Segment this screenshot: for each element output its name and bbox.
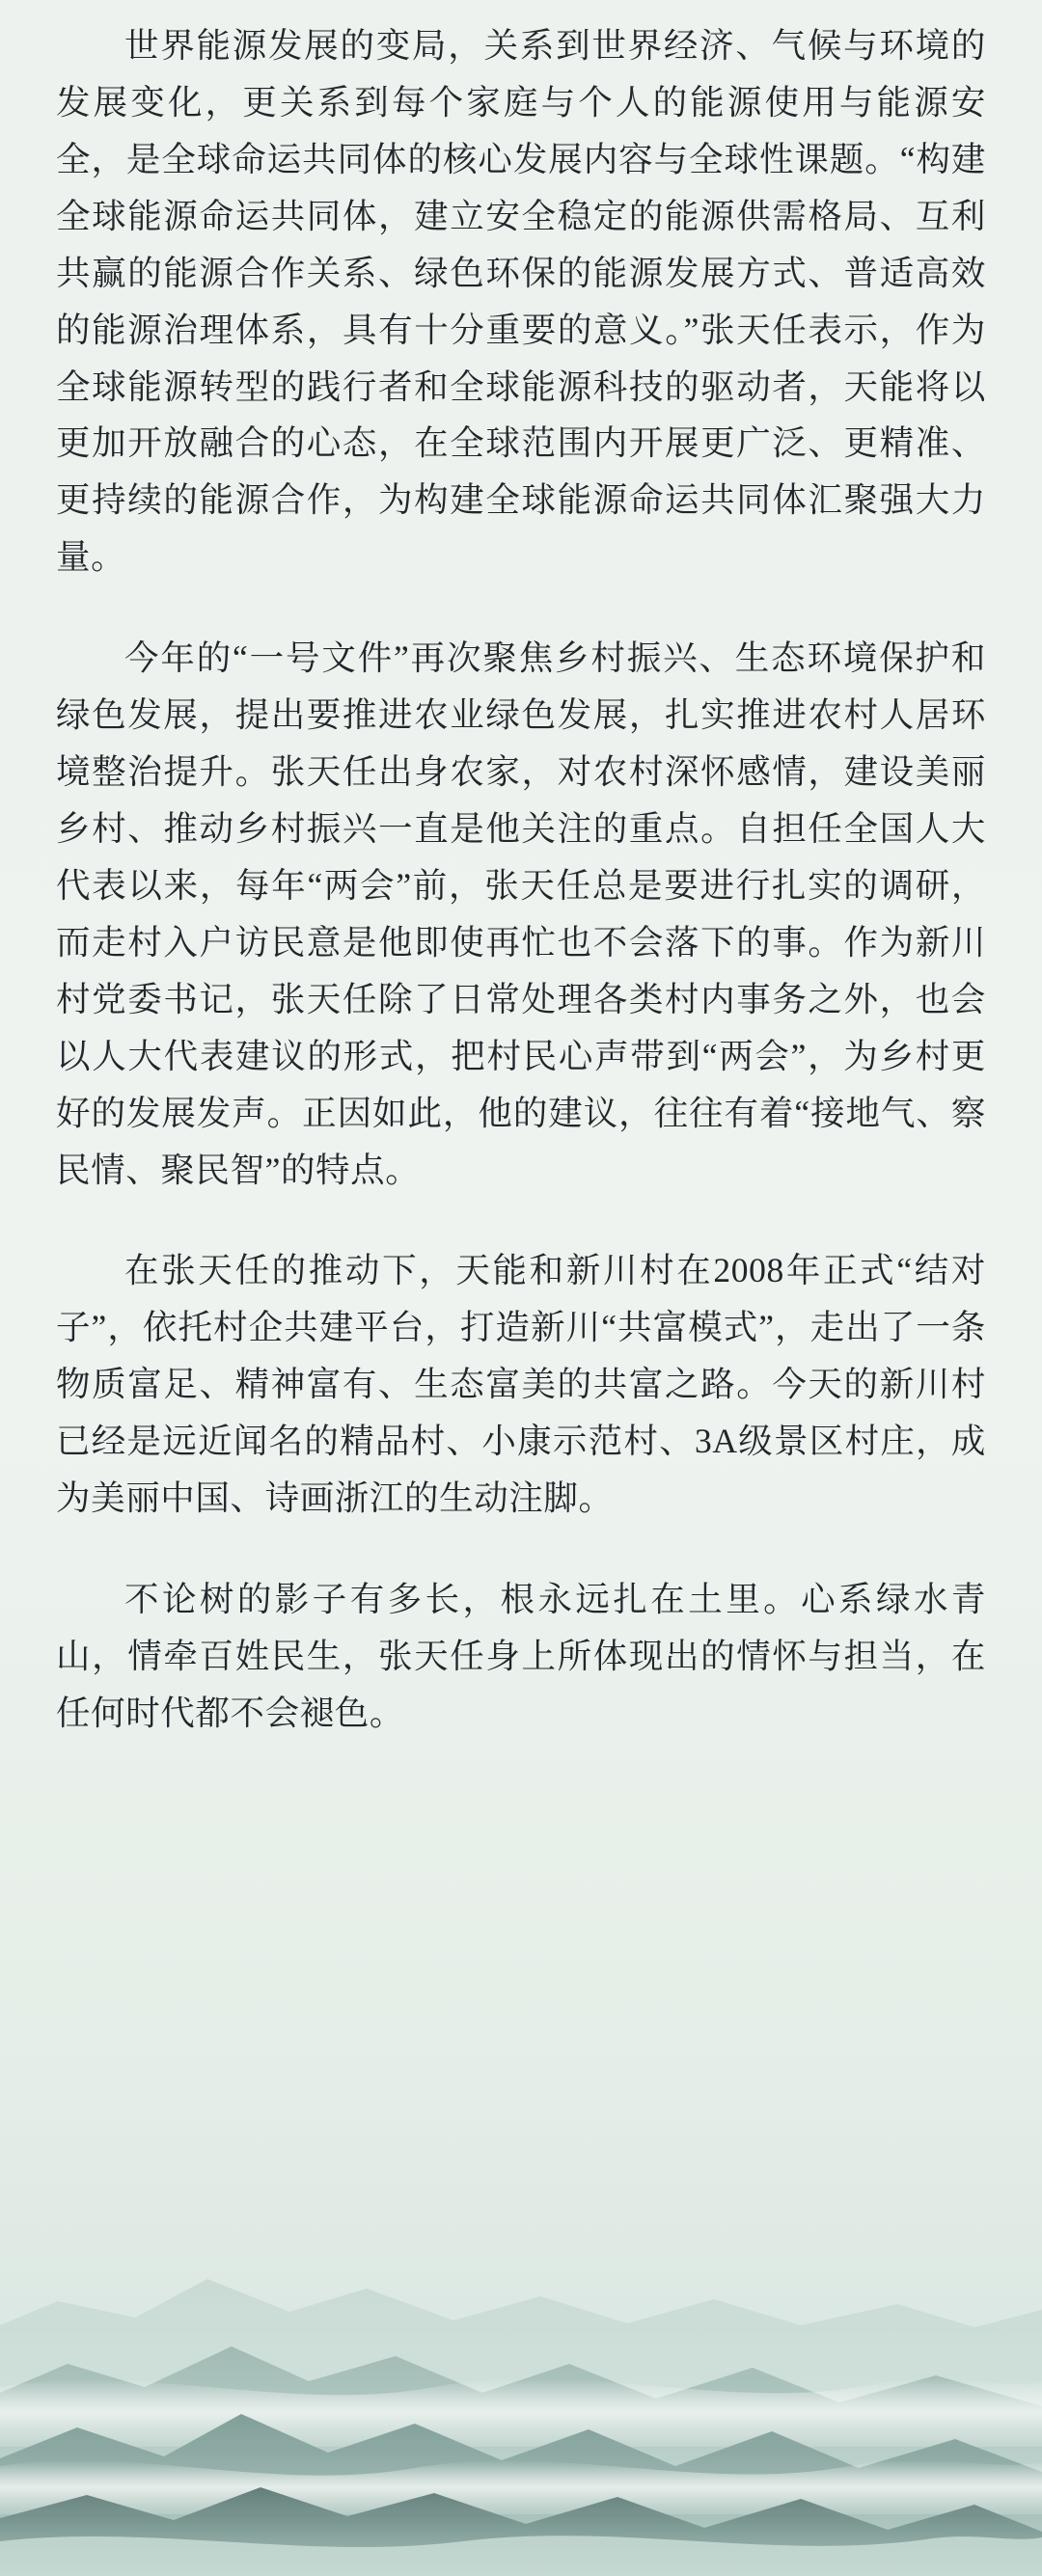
paragraph-3: 在张天任的推动下，天能和新川村在2008年正式“结对子”，依托村企共建平台，打造新川“共富模式”，走出了一条物质富足、精神富有、生态富美的共富之路。今天的新川村已经是远近闻名的精品村、小康示范村、3A级景区村庄，成为美丽中国、诗画浙江的生动注脚。: [56, 1251, 986, 1518]
misty-mountains-illustration: [0, 1978, 1042, 2576]
paragraph-4: 不论树的影子有多长，根永远扎在土里。心系绿水青山，情牵百姓民生，张天任身上所体现出的情怀与担当，在任何时代都不会褪色。: [56, 1580, 986, 1732]
paragraph-1: 世界能源发展的变局，关系到世界经济、气候与环境的发展变化，更关系到每个家庭与个人的能源使用与能源安全，是全球命运共同体的核心发展内容与全球性课题。“构建全球能源命运共同体，建立安全稳定的能源供需格局、互利共赢的能源合作关系、绿色环保的能源发展方式、普适高效的能源治理体系，具有十分重要的意义。”张天任表示，作为全球能源转型的践行者和全球能源科技的驱动者，天能将以更加开放融合的心态，在全球范围内开展更广泛、更精准、更持续的能源合作，为构建全球能源命运共同体汇聚强大力量。: [56, 26, 986, 577]
paragraph-2: 今年的“一号文件”再次聚焦乡村振兴、生态环境保护和绿色发展，提出要推进农业绿色发展，扎实推进农村人居环境整治提升。张天任出身农家，对农村深怀感情，建设美丽乡村、推动乡村振兴一直是他关注的重点。自担任全国人大代表以来，每年“两会”前，张天任总是要进行扎实的调研，而走村入户访民意是他即使再忙也不会落下的事。作为新川村党委书记，张天任除了日常处理各类村内事务之外，也会以人大代表建议的形式，把村民心声带到“两会”，为乡村更好的发展发声。正因如此，他的建议，往往有着“接地气、察民情、聚民智”的特点。: [56, 638, 986, 1189]
